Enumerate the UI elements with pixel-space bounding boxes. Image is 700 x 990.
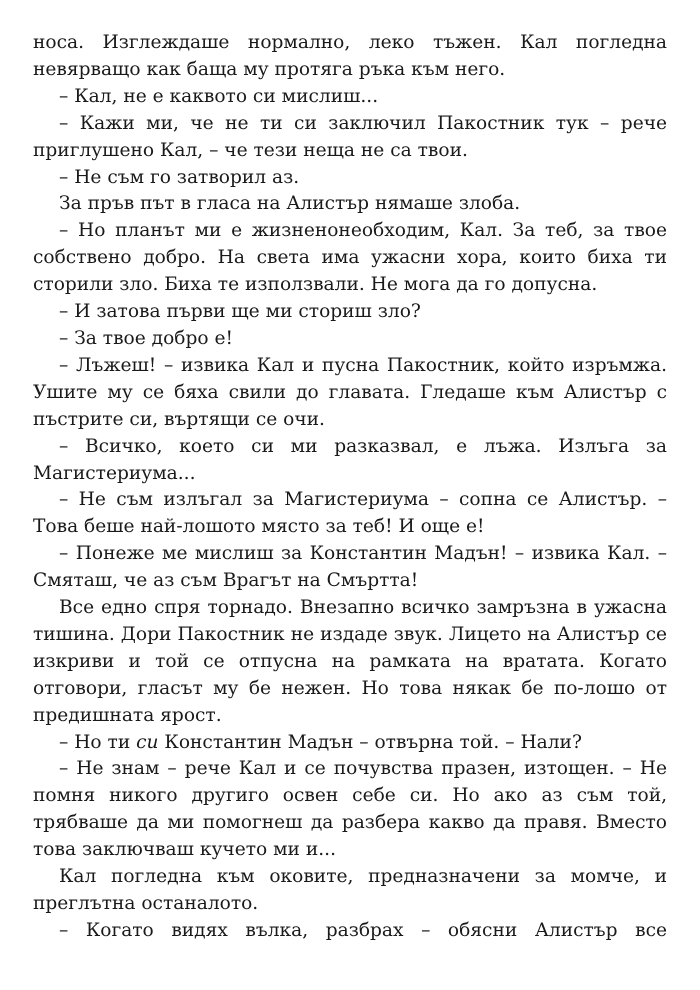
paragraph: За пръв път в гласа на Алистър нямаше злоба.	[59, 193, 521, 215]
paragraph	[33, 730, 667, 757]
paragraph: – Кал, не е каквото си мислиш...	[59, 85, 379, 107]
paragraph: – Когато видях вълка, разбрах – обясни Алистър все	[59, 919, 667, 941]
paragraph: – Не съм излъгал за Магистериума – сопна се Алистър. – Това беше най-лошото място за теб! И още е!	[33, 489, 667, 538]
paragraph: – Всичко, което си ми разказвал, е лъжа. Излъга за Магистериума...	[33, 435, 667, 484]
paragraph: – Лъжеш! – извика Кал и пусна Пакостник, който изръмжа. Ушите му се бяха свили до главата. Гледаше към Алистър с пъстрите си, въртящи се очи.	[33, 354, 667, 430]
emphasized-word: си	[136, 731, 159, 753]
paragraph: Кал погледна към оковите, предназначени за момче, и преглътна останалото.	[33, 866, 667, 914]
paragraph: – Не съм го затворил аз.	[59, 166, 300, 188]
paragraph-text: Константин Мадън – отвърна той. – Нали?	[158, 731, 582, 753]
paragraph: носа. Изглеждаше нормално, леко тъжен. Кал погледна невярващо как баща му протяга ръка към него.	[33, 32, 667, 80]
paragraph: – И затова първи ще ми сториш зло?	[59, 301, 421, 323]
paragraph: – Кажи ми, че не ти си заключил Пакостник тук – рече приглушено Кал, – че тези неща не са твои.	[33, 112, 667, 161]
paragraph: – Понеже ме мислиш за Константин Мадън! – извика Кал. – Смяташ, че аз съм Врагът на Смъртта!	[33, 543, 667, 592]
paragraph: – Не знам – рече Кал и се почувства празен, изтощен. – Не помня никого другиго освен себе си. Но ако аз съм той, трябваше да ми помогнеш да разбера какво да правя. Вместо това заключваш кучето ми и...	[33, 758, 667, 861]
book-page	[33, 30, 667, 945]
paragraph-text: – Но ти	[59, 731, 137, 753]
paragraph: – За твое добро е!	[59, 327, 233, 349]
paragraph: Все едно спря торнадо. Внезапно всичко замръзна в ужасна тишина. Дори Пакостник не издаде звук. Лицето на Алистър се изкриви и той се отпусна на рамката на вратата. Когато отговори, гласът му бе нежен. Но това някак бе по-лошо от предишната ярост.	[33, 597, 667, 726]
paragraph: – Но планът ми е жизненонеобходим, Кал. За теб, за твое собствено добро. На света има ужасни хора, които биха ти сторили зло. Биха те използвали. Не мога да го допусна.	[33, 220, 667, 296]
